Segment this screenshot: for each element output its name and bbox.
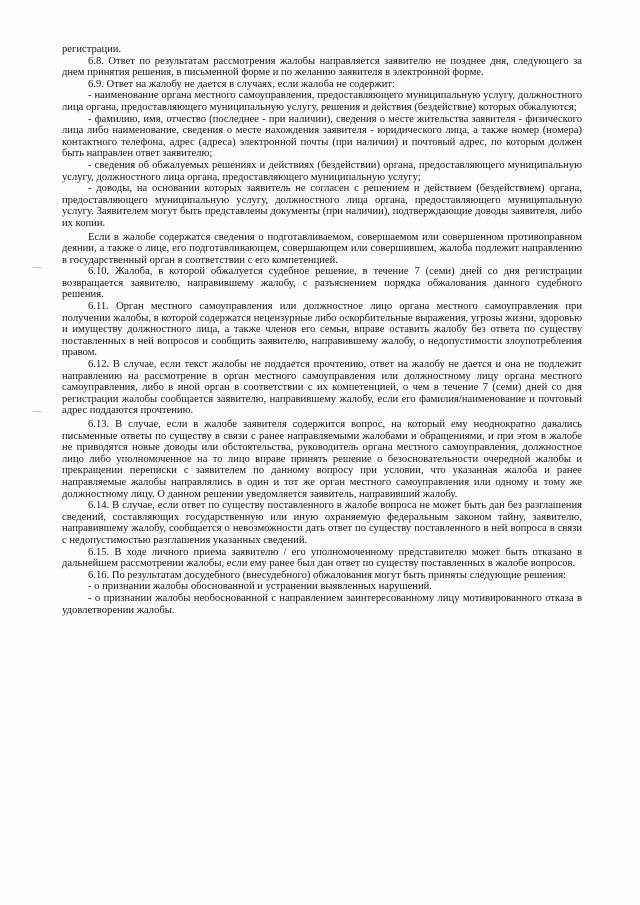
scan-artifact <box>33 411 41 412</box>
paragraph-6-8: 6.8. Ответ по результатам рассмотрения жалобы направляется заявителю не позднее дня, следующего за днем принятия решения, в письменной форме и по желанию заявителя в электронной форме. <box>62 55 582 79</box>
paragraph-unlawful-act: Если в жалобе содержатся сведения о подготавливаемом, совершаемом или совершенном противоправном деянии, а также о лице, его подготавливающем, совершающем или совершившем, жалоба подлежит направлению в государственный орган в соответствии с его компетенцией. <box>62 231 582 266</box>
paragraph-6-9: 6.9. Ответ на жалобу не дается в случаях, если жалоба не содержит: <box>88 78 395 90</box>
list-item-arguments: - доводы, на основании которых заявитель не согласен с решением и действием (бездействием) органа, предоставляющего муниципальную услугу, должностного лица органа, предоставляющего муниципальную услугу. Заявителем могут быть представлены документы (при наличии), подтверждающие доводы заявителя, либо их копии. <box>62 183 582 229</box>
list-item-authority-name: - наименование органа местного самоуправления, предоставляющего муниципальную услугу, должностного лица органа, предоставляющего муниципальную услугу, решения и действия (бездействие) которых обжалуются; <box>62 90 582 113</box>
paragraph-registration-tail: регистрации. <box>62 44 122 55</box>
list-item-complaint-rejected: - о признании жалобы необоснованной с направлением заинтересованному лицу мотивированного отказа в удовлетворении жалобы. <box>62 592 582 616</box>
paragraph-6-14: 6.14. В случае, если ответ по существу поставленного в жалобе вопроса не может быть дан без разглашения сведений, составляющих государственную или иную охраняемую федеральным законом тайну, заявителю, направившему жалобу, сообщается о невозможности дать ответ по существу поставленного в ней вопроса в связи с недопустимостью разглашения указанных сведений. <box>62 500 582 546</box>
paragraph-6-15: 6.15. В ходе личного приема заявителю / его уполномоченному представителю может быть отказано в дальнейшем рассмотрении жалобы, если ему ранее был дан ответ по существу поставленных в жалобе вопросов. <box>62 546 582 570</box>
list-item-appealed-decisions: - сведения об обжалуемых решениях и действиях (бездействии) органа, предоставляющего муниципальную услугу, должностного лица органа, предоставляющего муниципальную услугу; <box>62 159 582 183</box>
paragraph-6-13: 6.13. В случае, если в жалобе заявителя содержится вопрос, на который ему неоднократно давались письменные ответы по существу в связи с ранее направляемыми жалобами и обращениями, и при этом в жалобе не приводятся новые доводы или обстоятельства, руководитель органа местного самоуправления, должностное лицо либо уполномоченное на то лицо вправе принять решение о безосновательности очередной жалобы и прекращении переписки с заявителем по данному вопросу при условии, что указанная жалоба и ранее направляемые жалобы направлялись в один и тот же орган местного самоуправления или одному и тому же должностному лицу. О данном решении уведомляется заявитель, направивший жалобу. <box>62 419 582 500</box>
list-item-applicant-details: - фамилию, имя, отчество (последнее - при наличии), сведения о месте жительства заявителя - физического лица либо наименование, сведения о месте нахождения заявителя - юридического лица, а также номер (номера) контактного телефона, адрес (адреса) электронной почты (при наличии) и почтовый адрес, по которым должен быть направлен ответ заявителю; <box>62 113 582 160</box>
scan-artifact <box>33 267 41 268</box>
paragraph-6-10: 6.10. Жалоба, в которой обжалуется судебное решение, в течение 7 (семи) дней со дня регистрации возвращается заявителю, направившему жалобу, с разъяснением порядка обжалования данного судебного решения. <box>62 266 582 301</box>
paragraph-6-16: 6.16. По результатам досудебного (внесудебного) обжалования могут быть приняты следующие решения: <box>88 569 567 581</box>
list-item-complaint-upheld: - о признании жалобы обоснованной и устранении выявленных нарушений. <box>88 581 432 593</box>
paragraph-6-11: 6.11. Орган местного самоуправления или должностное лицо органа местного самоуправления при получении жалобы, в которой содержатся нецензурные либо оскорбительные выражения, угрозы жизни, здоровью и имуществу должностного лица, а также членов его семьи, вправе оставить жалобу без ответа по существу поставленных в ней вопросов и сообщить заявителю, направившему жалобу, о недопустимости злоупотребления правом. <box>62 301 582 359</box>
paragraph-6-12: 6.12. В случае, если текст жалобы не поддается прочтению, ответ на жалобу не дается и она не подлежит направлению на рассмотрение в орган местного самоуправления или должностному лицу органа местного самоуправления, либо в иной орган в соответствии с их компетенцией, о чем в течение 7 (семи) дней со дня регистрации жалобы сообщается заявителю, направившему жалобу, если его фамилия/наименование и почтовый адрес поддаются прочтению. <box>62 359 582 417</box>
document-body <box>62 44 582 616</box>
